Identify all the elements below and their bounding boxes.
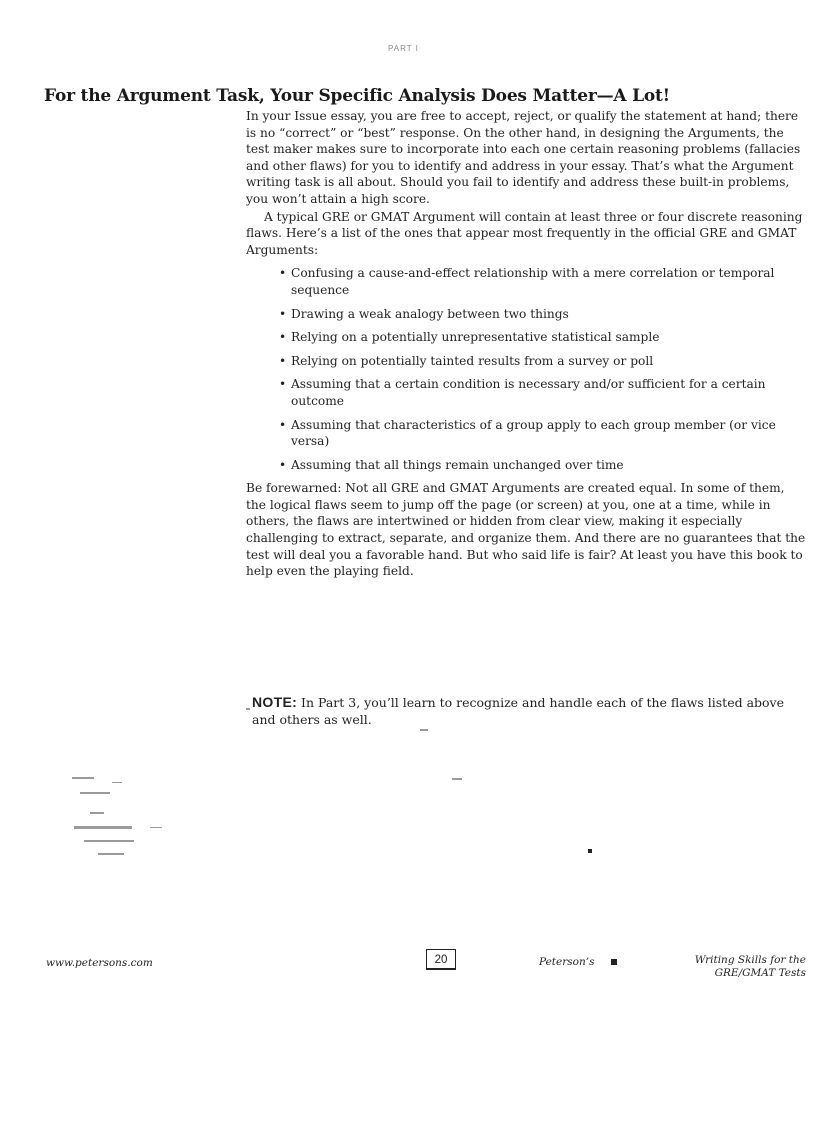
flaw-text: Relying on a potentially unrepresentative statistical sample (291, 330, 660, 345)
scan-speckle (90, 812, 104, 814)
page-number: 20 (426, 949, 456, 970)
bullet-icon: • (279, 306, 287, 321)
running-head: PART I (388, 44, 419, 53)
scan-speckle (452, 778, 462, 780)
scan-speckle (74, 826, 132, 829)
intro-paragraph: In your Issue essay, you are free to accept, reject, or qualify the statement at hand; there is no “correct” or “best” response. On the other hand, in designing the Arguments, the test maker makes sure to incorporate into each one certain reasoning problems (fallacies and other flaws) for you to identify and address in your essay. That’s what the Argument writing task is all about. Should you fail to identify and address these built-in problems, you won’t attain a high score. (246, 109, 801, 206)
scan-speckle (420, 729, 428, 731)
footer-book-title (624, 954, 806, 980)
flaw-list-item (279, 306, 806, 323)
bullet-icon: • (279, 457, 287, 472)
scan-speckle (84, 840, 134, 842)
scan-speckle (588, 849, 592, 853)
scan-speckle (150, 827, 162, 828)
flaw-list (246, 265, 806, 473)
bullet-icon: • (279, 417, 287, 432)
flaw-text: Assuming that characteristics of a group apply to each group member (or vice versa) (291, 417, 776, 449)
flaw-list-item (279, 353, 806, 370)
note-callout (252, 694, 792, 728)
footer-publisher: Peterson’s (539, 956, 595, 968)
bullet-icon: • (279, 266, 287, 281)
bullet-icon: • (279, 353, 287, 368)
flaw-list-item (279, 329, 806, 346)
flaw-text: Relying on potentially tainted results from a survey or poll (291, 353, 654, 368)
flaws-intro-paragraph: A typical GRE or GMAT Argument will contain at least three or four discrete reasoning flaws. Here’s a list of the ones that appear most frequently in the official GRE and GMAT Arguments: (246, 209, 803, 257)
note-label: NOTE: (252, 694, 298, 710)
flaw-text: Assuming that a certain condition is necessary and/or sufficient for a certain outcome (291, 377, 766, 408)
bullet-icon: • (279, 330, 287, 345)
scan-speckle (72, 777, 94, 779)
flaw-text: Drawing a weak analogy between two things (291, 306, 569, 321)
scan-speckle (112, 782, 122, 783)
flaw-list-item (279, 265, 806, 298)
body-text (246, 108, 806, 581)
bullet-icon: • (279, 377, 287, 392)
note-text: In Part 3, you’ll learn to recognize and handle each of the flaws listed above and others as well. (252, 695, 785, 727)
flaw-list-item (279, 376, 806, 409)
footer-url: www.petersons.com (46, 957, 153, 969)
scan-speckle (98, 853, 124, 855)
section-heading: For the Argument Task, Your Specific Analysis Does Matter—A Lot! (44, 86, 670, 106)
closing-paragraph: Be forewarned: Not all GRE and GMAT Arguments are created equal. In some of them, the logical flaws seem to jump off the page (or screen) at you, one at a time, while in others, the flaws are intertwined or hidden from clear view, making it especially challenging to extract, separate, and organize them. And there are no guarantees that the test will deal you a favorable hand. But who said life is fair? At least you have this book to help even the playing field. (246, 481, 806, 579)
scan-speckle (80, 792, 110, 794)
flaw-list-item (279, 417, 806, 450)
flaw-text: Confusing a cause-and-effect relationship with a mere correlation or temporal sequence (291, 266, 775, 297)
square-bullet-icon (611, 959, 617, 965)
book-title-line: GRE/GMAT Tests (714, 967, 806, 979)
flaw-text: Assuming that all things remain unchanged over time (291, 457, 624, 472)
book-title-line: Writing Skills for the (694, 954, 806, 966)
scan-speckle (246, 708, 250, 710)
flaw-list-item (279, 457, 806, 474)
